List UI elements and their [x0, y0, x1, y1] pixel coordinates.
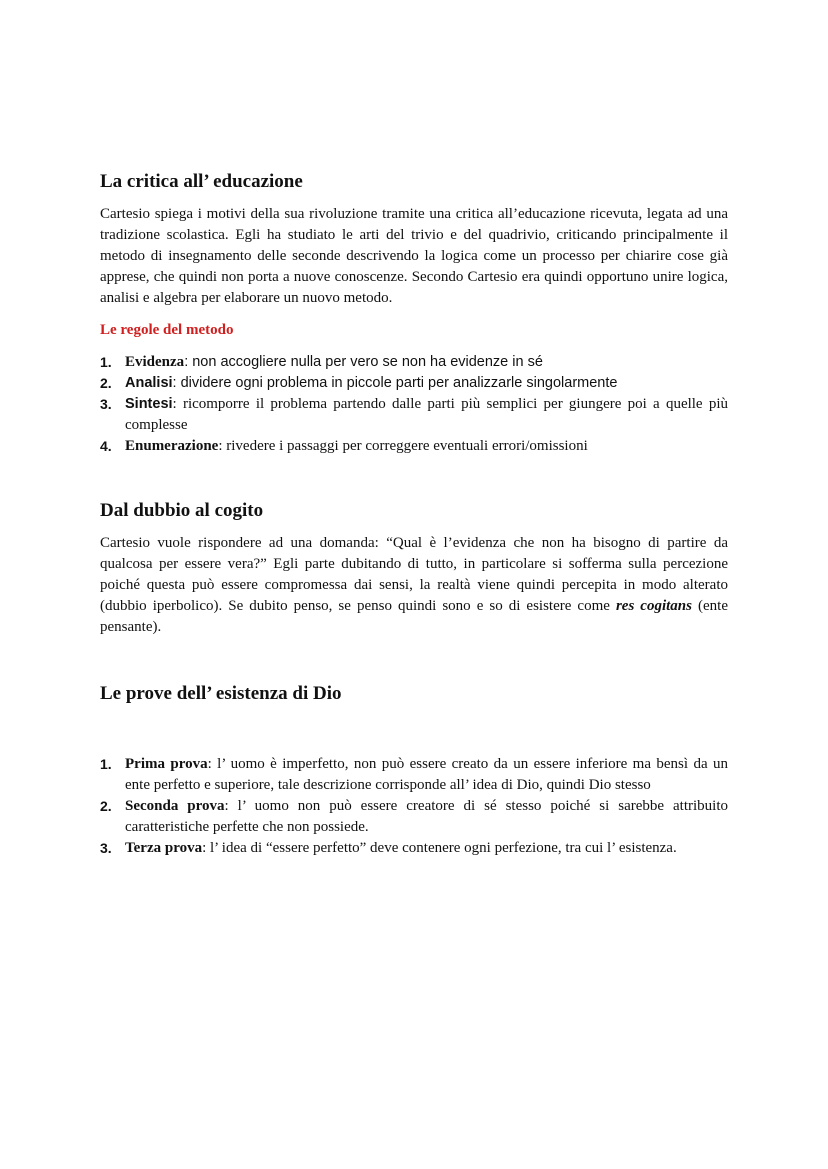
subtitle-regole: Le regole del metodo [100, 322, 234, 338]
list-text: : l’ uomo non può essere creatore di sé stesso poiché si sarebbe attribuito caratteristiche perfette che non possiede. [125, 798, 728, 835]
list-item [100, 352, 728, 373]
paragraph-cogito-text: Cartesio vuole rispondere ad una domanda: “Qual è l’evidenza che non ha bisogno di partire da qualcosa per essere vera?” Egli parte dubitando di tutto, in particolare si sofferma sulla percezione poiché questa può essere compromessa dai sensi, la realtà viene quindi percepita in modo alterato (dubbio iperbolico). Se dubito penso, se penso quindi sono e so di esistere come [100, 535, 728, 614]
list-term: Enumerazione [125, 438, 219, 454]
paragraph-critica: Cartesio spiega i motivi della sua rivoluzione tramite una critica all’educazione ricevuta, legata ad una tradizione scolastica. Egli ha studiato le arti del trivio e del quadrivio, criticando principalmente il metodo di insegnamento delle seconde descrivendo la logica come un processo per chiarire cose già apprese, che quindi non porta a nuove conoscenze. Secondo Cartesio era quindi opportuno unire logica, analisi e algebra per elaborare un nuovo metodo. [100, 206, 728, 306]
paragraph-cogito [100, 533, 728, 638]
list-text: : rivedere i passaggi per correggere eventuali errori/omissioni [218, 438, 588, 454]
list-number: 4. [100, 438, 112, 454]
list-item [100, 436, 728, 457]
section-title-critica: La critica all’ educazione [100, 171, 303, 192]
list-number: 3. [100, 396, 112, 412]
list-number: 1. [100, 756, 112, 772]
list-term: Prima prova [125, 756, 208, 772]
list-term: Analisi [125, 375, 173, 391]
section-title-cogito: Dal dubbio al cogito [100, 500, 264, 521]
document-content [100, 168, 728, 859]
list-term: Seconda prova [125, 798, 225, 814]
list-item [100, 838, 728, 859]
list-item [100, 796, 728, 838]
paragraph-cogito-end: (ente pensante). [100, 598, 728, 635]
list-item [100, 373, 728, 394]
list-term: Sintesi [125, 396, 173, 412]
res-cogitans-term: res cogitans [615, 598, 692, 614]
list-number: 2. [100, 375, 112, 391]
list-text: : ricomporre il problema partendo dalle parti più semplici per giungere poi a quelle più complesse [125, 396, 728, 433]
list-number: 3. [100, 840, 112, 856]
list-number: 2. [100, 798, 112, 814]
list-number: 1. [100, 354, 112, 370]
proofs-list [100, 754, 728, 859]
list-text: : dividere ogni problema in piccole parti per analizzarle singolarmente [172, 375, 618, 391]
list-term: Terza prova [125, 840, 203, 856]
list-item [100, 394, 728, 436]
list-term: Evidenza [125, 354, 185, 370]
rules-list [100, 352, 728, 457]
list-text: : non accogliere nulla per vero se non ha evidenze in sé [184, 354, 543, 370]
section-title-prove: Le prove dell’ esistenza di Dio [100, 683, 342, 704]
list-text: : l’ uomo è imperfetto, non può essere creato da un essere inferiore ma bensì da un ente perfetto e superiore, tale descrizione corrisponde all’ idea di Dio, quindi Dio stesso [125, 756, 728, 793]
list-text: : l’ idea di “essere perfetto” deve contenere ogni perfezione, tra cui l’ esistenza. [202, 840, 677, 856]
list-item [100, 754, 728, 796]
